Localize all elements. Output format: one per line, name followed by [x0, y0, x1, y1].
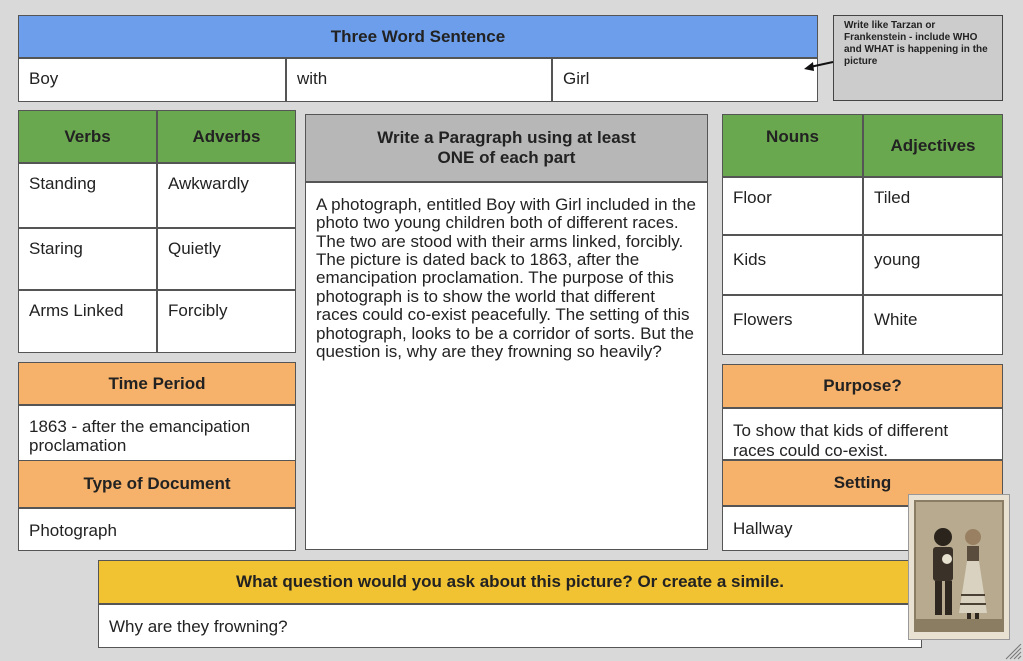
paragraph-title: Write a Paragraph using at least ONE of each part	[377, 127, 636, 167]
three-word-cell-1[interactable]: Boy	[18, 58, 286, 102]
document-type-header: Type of Document	[18, 460, 296, 508]
adjectives-header: Adjectives	[863, 114, 1003, 177]
adverb-cell-2[interactable]: Quietly	[157, 228, 296, 290]
purpose-box[interactable]	[722, 408, 1003, 460]
purpose-header: Purpose?	[722, 364, 1003, 408]
instruction-note[interactable]: Write like Tarzan or Frankenstein - include WHO and WHAT is happening in the picture	[833, 15, 1003, 101]
question-answer[interactable]: Why are they frowning?	[98, 604, 922, 648]
verb-cell-3[interactable]: Arms Linked	[18, 290, 157, 353]
adjective-cell-3[interactable]: White	[863, 295, 1003, 355]
setting-header: Setting	[722, 460, 1003, 506]
historic-photograph	[908, 494, 1010, 640]
setting-value[interactable]: Hallway	[722, 506, 1003, 551]
verb-cell-1[interactable]: Standing	[18, 163, 157, 228]
verb-cell-2[interactable]: Staring	[18, 228, 157, 290]
resize-grip-icon[interactable]	[1004, 642, 1022, 660]
nouns-header: Nouns	[722, 114, 863, 177]
time-period-header: Time Period	[18, 362, 296, 405]
three-word-title	[18, 15, 818, 58]
noun-cell-2[interactable]: Kids	[722, 235, 863, 295]
three-word-cell-3[interactable]: Girl	[552, 58, 818, 102]
three-word-cell-2[interactable]: with	[286, 58, 552, 102]
paragraph-text: A photograph, entitled Boy with Girl included in the photo two young children both of different races. The two are stood with their arms linked, forcibly. The picture is dated back to 1863, after the emancipation proclamation. The purpose of this photograph is to show the world that different races could co-exist peacefully. The setting of this photograph, looks to be a corridor of sorts. But the question is, why are they frowning so heavily?	[316, 195, 696, 361]
adjective-cell-1[interactable]: Tiled	[863, 177, 1003, 235]
paragraph-box[interactable]	[305, 182, 708, 550]
noun-cell-3[interactable]: Flowers	[722, 295, 863, 355]
adverb-cell-3[interactable]: Forcibly	[157, 290, 296, 353]
document-type-value[interactable]: Photograph	[18, 508, 296, 551]
time-period-box[interactable]	[18, 405, 296, 461]
time-period-value: 1863 - after the emancipation proclamation	[29, 417, 251, 455]
paragraph-header	[305, 114, 708, 182]
adverb-cell-1[interactable]: Awkwardly	[157, 163, 296, 228]
adverbs-header: Adverbs	[157, 110, 296, 163]
noun-cell-1[interactable]: Floor	[722, 177, 863, 235]
purpose-value: To show that kids of different races could co-exist.	[733, 421, 949, 460]
verbs-header: Verbs	[18, 110, 157, 163]
question-header: What question would you ask about this picture? Or create a simile.	[98, 560, 922, 604]
adjective-cell-2[interactable]: young	[863, 235, 1003, 295]
three-word-title-text: Three Word Sentence	[330, 26, 506, 46]
